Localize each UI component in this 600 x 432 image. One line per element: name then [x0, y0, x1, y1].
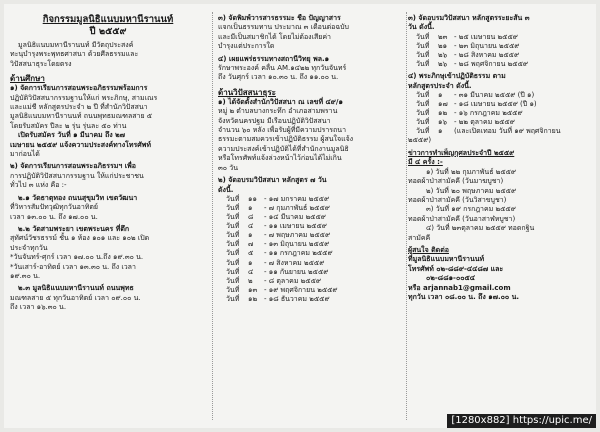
date-label: วันที่ [226, 267, 240, 276]
date-range: (และเปิดเทอม วันที่ ๑๙ พฤศจิกายน [454, 127, 561, 136]
schedule-row [408, 33, 590, 42]
date-label: วันที่ [416, 127, 430, 136]
date-range: - ๑๔ มีนาคม ๒๕๕๙ [264, 213, 326, 222]
section-4-line: ๔) เผยแพร่ธรรมทางสถานีวิทยุ พล.๑ [218, 54, 330, 63]
date-range: - ๒๒ ตุลาคม ๒๕๕๙ [454, 118, 515, 127]
date-label: วันที่ [416, 51, 430, 59]
column-divider [212, 12, 213, 420]
contact-hours: ทุกวัน เวลา ๐๘.๐๐ น. ถึง ๑๗.๐๐ น. [408, 292, 520, 301]
date-label: วันที่ [416, 100, 430, 109]
schedule-row [408, 42, 590, 51]
intro-line: วิปัสสนาธุระโดยตรง [10, 59, 72, 68]
section-2-line: ๒) จัดการเรียนการสอนพระอภิธรรมฯ เพื่อ [10, 162, 136, 171]
date-start: ๒ [248, 276, 253, 285]
location-1-line: ๒.๑ วัดธาตุทอง ถนนสุขุมวิท เขตวัฒนา [18, 193, 138, 202]
location-3-line: มณฑลสาย ๕ ทุกวันอาทิตย์ เวลา ๐๙.๐๐ น. [10, 293, 141, 302]
schedule-row [218, 286, 404, 295]
contact-phone: ๐๒-๘๘๑-๐๐๕๔ [426, 274, 476, 283]
section-3-line: และมีเป็นสมาชิกได้ โดยไม่ต้องเสียค่า [218, 32, 331, 41]
schedule-row [218, 295, 404, 304]
section-1-line: เปิดรับสมัคร วันที่ ๑ มีนาคม ถึง ๒๗ [18, 131, 126, 140]
date-label: วันที่ [226, 231, 240, 240]
section-4-line: รักษาพระองค์ คลื่น AM.๑๔๒๒ ทุกวันจันทร์ [218, 64, 347, 73]
date-start: ๔ [248, 267, 254, 276]
date-start: ๑๓ [248, 285, 258, 294]
date-label: วันที่ [226, 240, 240, 249]
news-line: ทอดผ้าป่าสามัคคี (วันอาสาฬหบูชา) [408, 214, 516, 223]
date-label: วันที่ [226, 222, 240, 231]
date-label: วันที่ [416, 41, 430, 50]
date-range: - ๘ ตุลาคม ๒๕๕๙ [264, 276, 322, 285]
schedule-row [218, 204, 404, 213]
date-range: - ๒๓ มิถุนายน ๒๕๕๙ [454, 41, 520, 50]
schedule-row [218, 213, 404, 222]
date-range: - ๑๑ กรกฎาคม ๒๕๕๙ [264, 249, 333, 258]
date-label: วันที่ [226, 213, 240, 222]
date-range: - ๒๘ สิงหาคม ๒๕๕๙ [454, 51, 520, 59]
date-start: ๑ [248, 204, 253, 212]
section-header-practice: ด้านวิปัสสนาธุระ [218, 87, 276, 97]
date-start: ๕ [248, 249, 254, 258]
date-range: - ๒๘ พฤศจิกายน ๒๕๕๙ [454, 60, 529, 69]
news-line: สามัคคี [408, 233, 431, 242]
news-line: ๓) วันที่ ๑๙ กรกฎาคม ๒๕๕๙ [426, 205, 516, 214]
news-subheader: มี ๔ ครั้ง :- [408, 158, 443, 167]
date-start: ๑๒ [248, 294, 258, 303]
section-1-line: โดยรับสมัคร ปีละ ๒ รุ่น รุ่นละ ๕๐ ท่าน [10, 121, 127, 130]
date-start: ๔ [248, 222, 254, 231]
news-line: ๔) วันที่ ๒๓ตุลาคม ๒๕๕๙ ทอดกฐิน [426, 224, 535, 233]
date-start: ๒๖ [438, 51, 448, 59]
news-line: ทอดผ้าป่าสามัคคี (วันมาฆบูชา) [408, 177, 504, 186]
section-1-line: และแม่ชี หลักสูตรประจำ ๒ ปี ที่สำนักวิปัสสนา [10, 103, 148, 112]
section-1-line: ปฏิบัติวิปัสสนากรรมฐานให้แก่ พระภิกษุ, สามเณร [10, 93, 158, 102]
schedule-row [218, 231, 404, 240]
date-label: วันที่ [226, 194, 240, 203]
date-start: ๑ [438, 127, 443, 136]
section-2-line: ทั่วไป ๓ แห่ง คือ :- [10, 181, 67, 190]
practice-2-line: ๒) จัดอบรมวิปัสสนา หลักสูตร ๗ วัน [218, 176, 327, 185]
schedule-monks-tail: ๒๕๕๙) [408, 136, 432, 145]
practice-1-line: จังหวัดนครปฐม มีเรือนปฏิบัติวิปัสสนา [218, 116, 331, 125]
date-range: - ๑๑ เมษายน ๒๕๕๙ [264, 222, 327, 231]
date-start: ๒๑ [438, 41, 448, 50]
doc-year: ปี ๒๕๕๙ [89, 26, 127, 37]
practice-4-line: ๔) พระภิกษุเข้าปฏิบัติธรรม ตาม [408, 72, 506, 81]
schedule-row [408, 60, 590, 69]
date-start: ๒๖ [438, 60, 448, 69]
date-label: วันที่ [226, 249, 240, 258]
practice-1-line: หรือโทรศัพท์แจ้งล่วงหน้าไว้ก่อนได้ไม่เกิน [218, 154, 342, 163]
schedule-row [218, 277, 404, 286]
location-1-line: เวลา ๑๓.๐๐ น. ถึง ๑๗.๐๐ น. [10, 212, 98, 221]
date-range: - ๗ พฤษภาคม ๒๕๕๙ [264, 231, 331, 240]
location-3-line: ถึง เวลา ๑๖.๓๐ น. [10, 303, 67, 312]
location-3-line: ๒.๓ มูลนิธิแนบมหานีรานนท์ ถนนพุทธ [18, 284, 134, 293]
schedule-row [408, 100, 590, 109]
date-start: ๑ [248, 258, 253, 267]
watermark-stamp: [1280x882] https://upic.me/ [447, 414, 596, 428]
date-start: ๑๗ [438, 100, 448, 109]
location-2-line: ๒.๒ วัดสามพระยา เขตพระนคร ที่ตึก [18, 224, 130, 233]
news-line: ๒) วันที่ ๒๐ พฤษภาคม ๒๕๕๙ [426, 186, 517, 195]
section-header-education: ด้านศึกษา [10, 74, 45, 84]
section-3-line: แจกเป็นธรรมทาน ประมาณ ๓ เดือนต่อฉบับ [218, 23, 350, 32]
schedule-row [408, 91, 590, 100]
section-3-line: บำรุงแต่ประการใด [218, 42, 275, 51]
schedule-row [408, 109, 590, 118]
document-page [4, 4, 596, 428]
practice-3-line: ๓) จัดอบรมวิปัสสนา หลักสูตรระยะสั้น ๓ [408, 14, 530, 22]
contact-phone: โทรศัพท์ ๐๒-๘๘๙-๔๔๘๗ และ [408, 264, 504, 273]
location-2-line: ประจำทุกวัน [10, 243, 48, 252]
practice-3-line: วัน ดังนี้. [408, 23, 435, 32]
section-1-line: มาก่อนได้ [10, 150, 40, 159]
schedule-row [408, 118, 590, 127]
schedule-row [218, 249, 404, 258]
practice-1-line: หมู่ ๒ ตำบลบางกระทึก อำเภอสามพราน [218, 107, 338, 116]
location-2-line: สุทัศน์วัชรธรรม์ ชั้น ๑ ห้อง ๑๐๑ และ ๑๐๒ เปิด [10, 234, 150, 243]
date-range: - ๗ กุมภาพันธ์ ๒๕๕๙ [264, 204, 330, 212]
date-label: วันที่ [226, 294, 240, 303]
column-divider [406, 12, 407, 420]
location-2-line: *วันจันทร์-ศุกร์ เวลา ๑๗.๐๐ น.ถึง ๑๙.๓๐ น. [10, 253, 144, 262]
schedule-7-day [218, 195, 404, 304]
section-3-line: ๓) จัดพิมพ์วารสารธรรมะ ชื่อ ปัญญาสาร [218, 14, 341, 22]
intro-line: ทะนุบำรุงพระพุทธศาสนา ด้วยศีลธรรมและ [10, 50, 139, 59]
news-header: ข่าวการทำเพ็ญกุศลประจำปี ๒๕๕๙ [408, 148, 515, 157]
schedule-monks [408, 91, 590, 136]
date-start: ๑๑ [248, 194, 257, 203]
schedule-3-day [408, 33, 590, 69]
date-label: วันที่ [416, 109, 430, 118]
practice-2-line: ดังนี้. [218, 185, 234, 194]
date-start: ๒๓ [438, 32, 448, 41]
location-2-line: ๑๙.๓๐ น. [10, 271, 41, 280]
schedule-row [218, 222, 404, 231]
date-start: ๑ [248, 231, 253, 240]
date-range: - ๑๘ เมษายน ๒๕๕๙ (ปี ๑) [454, 100, 537, 109]
schedule-row [218, 195, 404, 204]
section-1-line: ๑) จัดการเรียนการสอนพระอภิธรรมพร้อมการ [10, 84, 148, 93]
practice-1-line: ๑) ได้จัดตั้งสำนักวิปัสสนา ณ เลขที่ ๔๙/๑ [218, 97, 343, 106]
contact-line: ผู้สนใจ ติดต่อ [408, 245, 449, 254]
date-start: ๗ [248, 240, 254, 249]
date-start: ๘ [248, 213, 254, 222]
date-range: - ๑๙ พฤศจิกายน ๒๕๕๙ [264, 285, 338, 294]
date-label: วันที่ [416, 60, 430, 69]
schedule-row [408, 51, 590, 60]
date-start: ๑ [438, 91, 443, 99]
date-range: - ๑๘ ธันวาคม ๒๕๕๙ [264, 294, 330, 303]
location-2-line: *วันเสาร์-อาทิตย์ เวลา ๑๓.๓๐ น. ถึง เวลา [10, 262, 136, 271]
news-line: ทอดผ้าป่าสามัคคี (วันวิสาขบูชา) [408, 195, 507, 204]
contact-line: ที่มูลนิธิแนบมหานีรานนท์ [408, 255, 485, 264]
date-label: วันที่ [416, 32, 430, 41]
contact-email: หรือ arjannab1@gmail.com [408, 283, 511, 292]
date-label: วันที่ [226, 258, 240, 267]
date-label: วันที่ [416, 118, 430, 127]
news-line: ๑) วันที่ ๒๒ กุมภาพันธ์ ๒๕๕๙ [426, 167, 517, 176]
practice-1-line: จำนวน ๖๐ หลัง เพื่อรับผู้ที่มีความปรารถนา [218, 126, 346, 135]
date-start: ๑๒ [438, 109, 448, 118]
date-range: - ๒๕ เมษายน ๒๕๕๙ [454, 32, 518, 41]
date-label: วันที่ [226, 285, 240, 294]
practice-1-line: ๓๐ วัน [218, 163, 238, 172]
date-range: - ๑๑ กันยายน ๒๕๕๙ [264, 267, 329, 276]
intro-line: มูลนิธิแนบมหานีรานนท์ มีวัตถุประสงค์ [18, 41, 134, 49]
column-left [10, 14, 206, 422]
section-4-line: ถึง วันศุกร์ เวลา ๑๐.๓๐ น. ถึง ๑๑.๐๐ น. [218, 73, 339, 82]
practice-1-line: ธรรมะตามสมควรเข้าปฏิบัติธรรม ผู้สนใจแจ้ง [218, 135, 354, 144]
location-1-line: ที่วิหารสัมปัทวุฒิทุกวันอาทิตย์ [10, 203, 99, 212]
schedule-row [218, 240, 404, 249]
schedule-row [408, 127, 590, 136]
date-label: วันที่ [416, 91, 430, 99]
schedule-row [218, 259, 404, 268]
practice-4-line: หลักสูตรประจำ ดังนี้. [408, 81, 472, 90]
date-range: - ๑๓ มิถุนายน ๒๕๕๙ [264, 240, 330, 249]
date-range: - ๗ สิงหาคม ๒๕๕๙ [264, 258, 325, 267]
section-1-line: เมษายน ๒๕๕๙ แจ้งความประสงค์ทางโทรศัพท์ [10, 140, 151, 149]
practice-1-line: ความประสงค์เข้าปฏิบัติได้ที่สำนักงานมูลนิธิ [218, 144, 349, 153]
schedule-row [218, 268, 404, 277]
date-start: ๑๖ [438, 118, 447, 127]
date-label: วันที่ [226, 204, 240, 212]
date-range: - ๑๖ กรกฎาคม ๒๕๕๙ [454, 109, 523, 118]
date-range: - ๑๗ มกราคม ๒๕๕๙ [264, 194, 330, 203]
column-middle [218, 14, 404, 422]
column-right [408, 14, 590, 422]
doc-title: กิจกรรมมูลนิธิแนบมหานีรานนท์ [42, 14, 174, 25]
date-label: วันที่ [226, 276, 240, 285]
section-1-line: มูลนิธิแนบมหานีรานนท์ ถนนพุทธมณฑลสาย ๕ [10, 112, 153, 121]
date-range: - ๓๑ มีนาคม ๒๕๕๙ (ปี ๑) [454, 91, 535, 99]
section-2-line: การปฏิบัติวิปัสสนากรรมฐาน ให้แก่ประชาชน [10, 171, 144, 180]
